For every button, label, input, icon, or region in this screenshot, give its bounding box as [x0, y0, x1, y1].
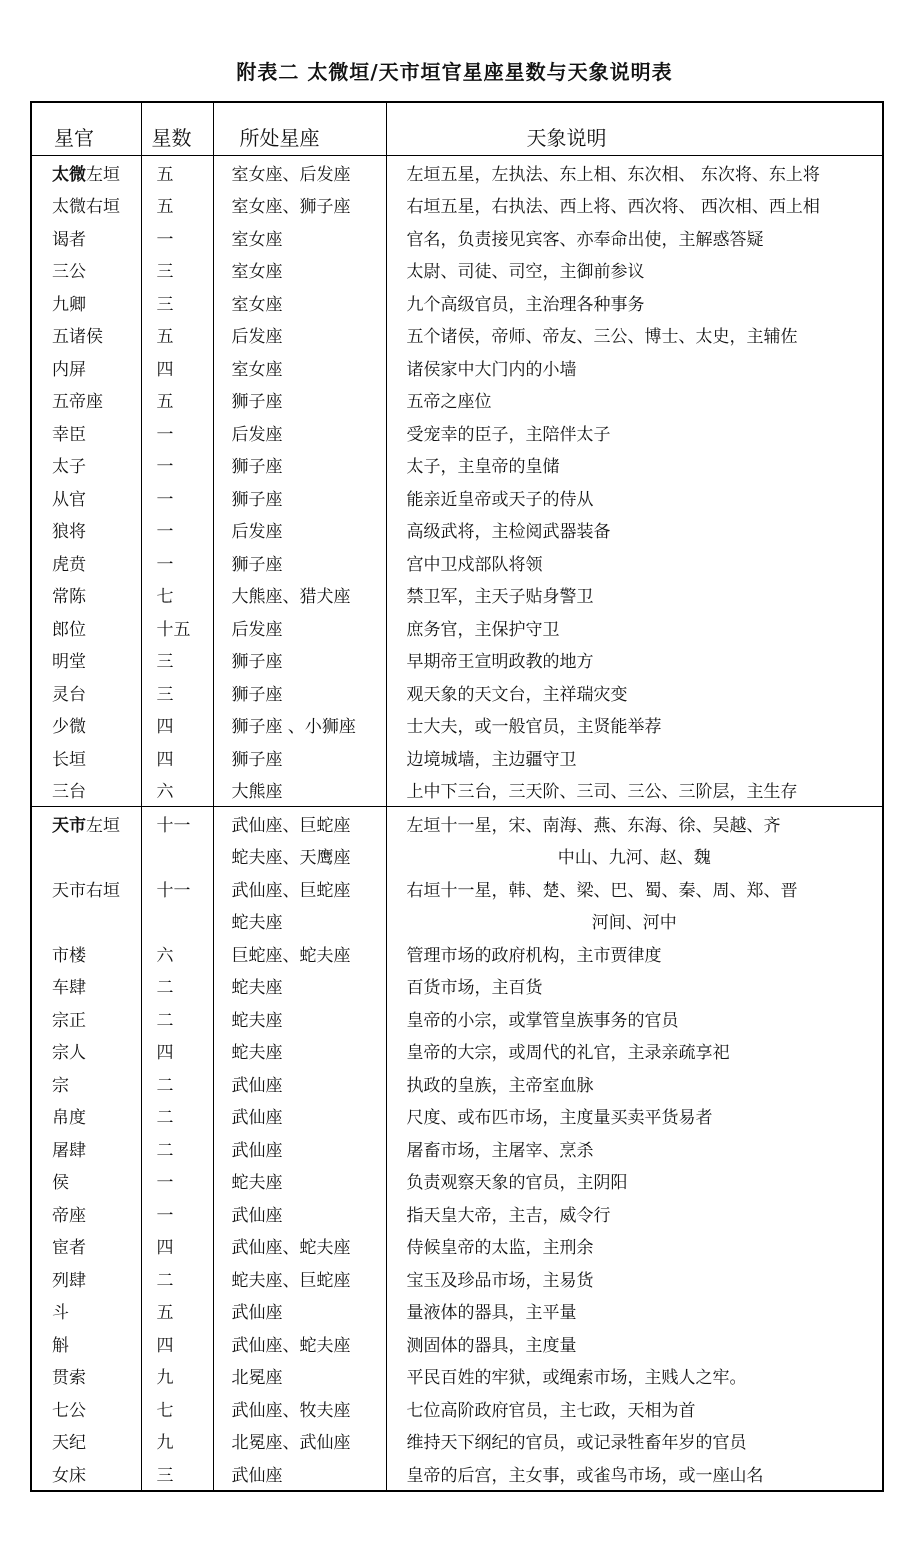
star-official-cell — [31, 840, 141, 873]
description-cell: 禁卫军，主天子贴身警卫 — [386, 579, 883, 612]
table-row — [31, 481, 883, 514]
star-official-name: 宗正 — [52, 1010, 86, 1031]
star-official-cell — [31, 319, 141, 352]
constellation-cell: 蛇夫座、巨蛇座 — [213, 1262, 386, 1295]
star-official-cell — [31, 970, 141, 1003]
page-title: 附表二 太微垣/天市垣官星座星数与天象说明表 — [236, 60, 673, 84]
star-count-cell: 四 — [141, 1327, 213, 1360]
table-row — [31, 156, 883, 189]
table-row — [31, 319, 883, 352]
star-official-name: 三台 — [52, 782, 86, 803]
table-row — [31, 384, 883, 417]
star-official-name: 郎位 — [52, 619, 86, 640]
constellation-cell: 武仙座、巨蛇座 — [213, 807, 386, 840]
star-official-cell — [31, 1002, 141, 1035]
star-official-cell — [31, 221, 141, 254]
description-cell: 官名，负责接见宾客、亦奉命出使，主解惑答疑 — [386, 221, 883, 254]
star-official-name: 斗 — [52, 1303, 69, 1324]
constellation-cell: 狮子座 — [213, 676, 386, 709]
star-official-cell — [31, 644, 141, 677]
constellation-cell: 狮子座 — [213, 644, 386, 677]
star-count-cell: 九 — [141, 1425, 213, 1458]
star-count-cell: 一 — [141, 514, 213, 547]
description-cell: 边境城墙，主边疆守卫 — [386, 741, 883, 774]
table-row — [31, 1425, 883, 1458]
constellation-cell: 蛇夫座 — [213, 970, 386, 1003]
constellation-cell: 后发座 — [213, 611, 386, 644]
star-official-cell — [31, 1360, 141, 1393]
star-official-cell — [31, 1165, 141, 1198]
table-row — [31, 1002, 883, 1035]
star-official-name: 帝座 — [52, 1205, 86, 1226]
star-official-name: 长垣 — [52, 749, 86, 770]
star-official-name: 车肆 — [52, 978, 86, 999]
description-cell: 士大夫，或一般官员，主贤能举荐 — [386, 709, 883, 742]
description-cell: 屠畜市场，主屠宰、烹杀 — [386, 1132, 883, 1165]
constellation-cell: 武仙座 — [213, 1197, 386, 1230]
star-official-cell — [31, 254, 141, 287]
description-cell: 皇帝的小宗，或掌管皇族事务的官员 — [386, 1002, 883, 1035]
star-official-cell — [31, 481, 141, 514]
star-official-name: 常陈 — [52, 587, 86, 608]
table-row — [31, 1295, 883, 1328]
star-official-cell — [31, 1327, 141, 1360]
star-official-name: 斛 — [52, 1335, 69, 1356]
description-cell: 皇帝的后宫，主女事，或雀鸟市场，或一座山名 — [386, 1457, 883, 1491]
description-cell: 宫中卫戍部队将领 — [386, 546, 883, 579]
constellation-cell: 室女座、后发座 — [213, 156, 386, 189]
constellation-cell: 武仙座 — [213, 1100, 386, 1133]
star-count-cell: 四 — [141, 709, 213, 742]
description-cell: 维持天下纲纪的官员，或记录牲畜年岁的官员 — [386, 1425, 883, 1458]
description-cell: 宝玉及珍品市场，主易货 — [386, 1262, 883, 1295]
description-cell: 百货市场，主百货 — [386, 970, 883, 1003]
constellation-cell: 狮子座 — [213, 741, 386, 774]
table-row — [31, 1165, 883, 1198]
star-count-cell: 一 — [141, 481, 213, 514]
star-count-cell: 六 — [141, 774, 213, 807]
table-row — [31, 351, 883, 384]
star-official-cell — [31, 514, 141, 547]
star-official-cell — [31, 774, 141, 807]
star-official-name: 灵台 — [52, 684, 86, 705]
constellation-cell: 室女座 — [213, 286, 386, 319]
star-official-cell — [31, 546, 141, 579]
description-cell: 负责观察天象的官员，主阴阳 — [386, 1165, 883, 1198]
star-count-cell: 一 — [141, 1165, 213, 1198]
table-row — [31, 872, 883, 905]
star-official-name: 太子 — [52, 457, 86, 478]
table-row — [31, 449, 883, 482]
table-header-row — [31, 102, 883, 156]
description-cell: 侍候皇帝的太监，主刑余 — [386, 1230, 883, 1263]
table-row — [31, 1230, 883, 1263]
description-cell: 皇帝的大宗，或周代的礼官，主录亲疏享祀 — [386, 1035, 883, 1068]
star-official-cell — [31, 807, 141, 840]
star-official-cell — [31, 579, 141, 612]
star-count-cell: 四 — [141, 1230, 213, 1263]
star-official-name: 宗 — [52, 1075, 69, 1096]
star-official-name: 九卿 — [52, 294, 86, 315]
table-body — [31, 156, 883, 1491]
description-cell: 上中下三台，三天阶、三司、三公、三阶层，主生存 — [386, 774, 883, 807]
star-count-cell: 二 — [141, 1132, 213, 1165]
star-count-cell — [141, 905, 213, 938]
star-count-cell: 七 — [141, 1392, 213, 1425]
star-count-cell: 二 — [141, 1002, 213, 1035]
star-count-cell: 五 — [141, 1295, 213, 1328]
star-official-name: 市楼 — [52, 945, 86, 966]
description-cell: 五个诸侯，帝师、帝友、三公、博士、太史，主辅佐 — [386, 319, 883, 352]
star-official-cell — [31, 611, 141, 644]
description-cell: 太尉、司徒、司空，主御前参议 — [386, 254, 883, 287]
star-official-cell — [31, 1392, 141, 1425]
star-count-cell: 二 — [141, 1262, 213, 1295]
description-cell: 左垣五星，左执法、东上相、东次相、 东次将、东上将 — [386, 156, 883, 189]
description-cell: 七位高阶政府官员，主七政，天相为首 — [386, 1392, 883, 1425]
star-official-name: 宦者 — [52, 1238, 86, 1259]
table-row — [31, 611, 883, 644]
constellation-cell: 室女座、狮子座 — [213, 189, 386, 222]
table-row — [31, 840, 883, 873]
description-cell: 早期帝王宣明政教的地方 — [386, 644, 883, 677]
constellation-cell: 蛇夫座 — [213, 905, 386, 938]
star-official-name: 七公 — [52, 1400, 86, 1421]
star-official-name: 宗人 — [52, 1043, 86, 1064]
description-cell: 诸侯家中大门内的小墙 — [386, 351, 883, 384]
star-count-cell: 五 — [141, 319, 213, 352]
description-cell: 庶务官，主保护守卫 — [386, 611, 883, 644]
table-row — [31, 1457, 883, 1491]
table-row — [31, 709, 883, 742]
description-cell: 平民百姓的牢狱，或绳索市场，主贱人之牢。 — [386, 1360, 883, 1393]
star-official-cell — [31, 416, 141, 449]
star-count-cell: 十一 — [141, 807, 213, 840]
table-row — [31, 1360, 883, 1393]
constellation-cell: 蛇夫座 — [213, 1035, 386, 1068]
star-official-cell — [31, 1035, 141, 1068]
star-official-name: 列肆 — [52, 1270, 86, 1291]
star-official-name: 虎贲 — [52, 554, 86, 575]
constellation-cell: 室女座 — [213, 351, 386, 384]
header-star-official: 星官 — [31, 102, 141, 156]
table-row — [31, 254, 883, 287]
star-count-cell: 四 — [141, 741, 213, 774]
description-cell: 指天皇大帝，主吉，威令行 — [386, 1197, 883, 1230]
table-row — [31, 1197, 883, 1230]
table-row — [31, 546, 883, 579]
constellation-cell: 蛇夫座 — [213, 1002, 386, 1035]
description-cell: 九个高级官员，主治理各种事务 — [386, 286, 883, 319]
star-official-name: 幸臣 — [52, 424, 86, 445]
star-count-cell: 三 — [141, 286, 213, 319]
star-official-cell — [31, 937, 141, 970]
constellation-cell: 武仙座、蛇夫座 — [213, 1230, 386, 1263]
constellation-cell: 狮子座 — [213, 481, 386, 514]
star-count-cell: 七 — [141, 579, 213, 612]
table-row — [31, 741, 883, 774]
description-cell: 河间、河中 — [386, 905, 883, 938]
star-count-cell: 一 — [141, 221, 213, 254]
table-row — [31, 774, 883, 807]
star-count-cell — [141, 840, 213, 873]
star-official-cell — [31, 189, 141, 222]
table-row — [31, 1067, 883, 1100]
constellation-cell: 巨蛇座、蛇夫座 — [213, 937, 386, 970]
table-row — [31, 1132, 883, 1165]
description-cell: 左垣十一星，宋、南海、燕、东海、徐、吴越、齐 — [386, 807, 883, 840]
star-count-cell: 六 — [141, 937, 213, 970]
star-official-name: 屠肆 — [52, 1140, 86, 1161]
description-cell: 管理市场的政府机构，主市贾律度 — [386, 937, 883, 970]
constellation-cell: 狮子座 — [213, 449, 386, 482]
star-official-cell — [31, 741, 141, 774]
constellation-cell: 蛇夫座、天鹰座 — [213, 840, 386, 873]
star-official-name: 侯 — [52, 1173, 69, 1194]
star-official-cell — [31, 905, 141, 938]
table-row — [31, 676, 883, 709]
star-count-cell: 一 — [141, 1197, 213, 1230]
star-official-name: 女床 — [52, 1465, 86, 1486]
star-count-cell: 十一 — [141, 872, 213, 905]
description-cell: 右垣五星，右执法、西上将、西次将、 西次相、西上相 — [386, 189, 883, 222]
star-count-cell: 一 — [141, 546, 213, 579]
constellation-cell: 室女座 — [213, 221, 386, 254]
star-official-cell — [31, 1262, 141, 1295]
constellation-cell: 后发座 — [213, 416, 386, 449]
star-official-cell — [31, 676, 141, 709]
constellation-cell: 狮子座 — [213, 384, 386, 417]
star-official-name: 五帝座 — [52, 392, 103, 413]
star-official-cell — [31, 156, 141, 189]
table-row — [31, 1100, 883, 1133]
table-row — [31, 905, 883, 938]
star-official-name: 天纪 — [52, 1433, 86, 1454]
star-official-cell — [31, 709, 141, 742]
star-official-name: 少微 — [52, 717, 86, 738]
description-cell: 太子，主皇帝的皇储 — [386, 449, 883, 482]
enclosure-prefix: 天市 — [52, 815, 86, 836]
description-cell: 高级武将，主检阅武器装备 — [386, 514, 883, 547]
star-count-cell: 十五 — [141, 611, 213, 644]
star-official-cell — [31, 286, 141, 319]
table-row — [31, 644, 883, 677]
star-official-cell — [31, 351, 141, 384]
star-count-cell: 九 — [141, 1360, 213, 1393]
constellation-cell: 蛇夫座 — [213, 1165, 386, 1198]
table-row — [31, 970, 883, 1003]
constellation-cell: 狮子座 — [213, 546, 386, 579]
constellation-cell: 武仙座 — [213, 1132, 386, 1165]
description-cell: 受宠幸的臣子，主陪伴太子 — [386, 416, 883, 449]
star-official-cell — [31, 1132, 141, 1165]
star-official-name: 贯索 — [52, 1368, 86, 1389]
star-official-cell — [31, 1457, 141, 1491]
star-official-name: 三公 — [52, 262, 86, 283]
constellation-cell: 武仙座 — [213, 1295, 386, 1328]
star-official-cell — [31, 1197, 141, 1230]
description-cell: 尺度、或布匹市场，主度量买卖平货易者 — [386, 1100, 883, 1133]
star-count-cell: 五 — [141, 189, 213, 222]
description-cell: 五帝之座位 — [386, 384, 883, 417]
constellation-cell: 武仙座、巨蛇座 — [213, 872, 386, 905]
description-cell: 观天象的天文台，主祥瑞灾变 — [386, 676, 883, 709]
description-cell: 测固体的器具，主度量 — [386, 1327, 883, 1360]
description-cell: 中山、九河、赵、魏 — [386, 840, 883, 873]
constellation-cell: 狮子座 、小狮座 — [213, 709, 386, 742]
star-official-cell — [31, 1295, 141, 1328]
table-row — [31, 1035, 883, 1068]
star-count-cell: 三 — [141, 254, 213, 287]
star-official-cell — [31, 384, 141, 417]
table-row — [31, 221, 883, 254]
star-official-cell — [31, 449, 141, 482]
star-official-name: 左垣 — [86, 164, 120, 185]
star-official-name: 从官 — [52, 489, 86, 510]
description-cell: 右垣十一星，韩、楚、梁、巴、蜀、秦、周、郑、晋 — [386, 872, 883, 905]
constellation-cell: 大熊座 — [213, 774, 386, 807]
table-row — [31, 1327, 883, 1360]
star-official-name: 明堂 — [52, 652, 86, 673]
description-cell: 能亲近皇帝或天子的侍从 — [386, 481, 883, 514]
constellation-cell: 北冕座 — [213, 1360, 386, 1393]
star-count-cell: 一 — [141, 416, 213, 449]
constellation-cell: 室女座 — [213, 254, 386, 287]
star-official-name: 谒者 — [52, 229, 86, 250]
star-count-cell: 二 — [141, 1100, 213, 1133]
star-count-cell: 三 — [141, 1457, 213, 1491]
star-count-cell: 二 — [141, 970, 213, 1003]
star-official-name: 左垣 — [86, 815, 120, 836]
star-count-cell: 四 — [141, 1035, 213, 1068]
table-row — [31, 937, 883, 970]
star-count-cell: 一 — [141, 449, 213, 482]
constellation-cell: 武仙座 — [213, 1067, 386, 1100]
star-count-cell: 四 — [141, 351, 213, 384]
enclosure-prefix: 太微 — [52, 164, 86, 185]
star-official-cell — [31, 1230, 141, 1263]
star-count-cell: 二 — [141, 1067, 213, 1100]
table-row — [31, 1392, 883, 1425]
table-row — [31, 189, 883, 222]
star-official-name: 太微右垣 — [52, 197, 120, 218]
constellation-cell: 后发座 — [213, 319, 386, 352]
star-official-cell — [31, 1425, 141, 1458]
star-official-name: 帛度 — [52, 1108, 86, 1129]
star-count-cell: 三 — [141, 676, 213, 709]
constellation-cell: 武仙座、牧夫座 — [213, 1392, 386, 1425]
constellation-cell: 武仙座、蛇夫座 — [213, 1327, 386, 1360]
table-row — [31, 1262, 883, 1295]
header-star-count: 星数 — [141, 102, 213, 156]
star-count-cell: 五 — [141, 156, 213, 189]
star-official-cell — [31, 872, 141, 905]
star-official-name: 内屏 — [52, 359, 86, 380]
constellation-cell: 大熊座、猎犬座 — [213, 579, 386, 612]
header-constellation: 所处星座 — [213, 102, 386, 156]
table-row — [31, 286, 883, 319]
header-description: 天象说明 — [386, 102, 883, 156]
constellation-cell: 后发座 — [213, 514, 386, 547]
constellation-cell: 武仙座 — [213, 1457, 386, 1491]
description-cell: 执政的皇族，主帝室血脉 — [386, 1067, 883, 1100]
description-cell: 量液体的器具，主平量 — [386, 1295, 883, 1328]
star-official-name: 狼将 — [52, 522, 86, 543]
table-row — [31, 807, 883, 840]
star-table — [30, 101, 884, 1492]
table-row — [31, 416, 883, 449]
star-official-name: 天市右垣 — [52, 880, 120, 901]
star-count-cell: 三 — [141, 644, 213, 677]
star-official-name: 五诸侯 — [52, 327, 103, 348]
star-count-cell: 五 — [141, 384, 213, 417]
table-row — [31, 514, 883, 547]
star-official-cell — [31, 1067, 141, 1100]
constellation-cell: 北冕座、武仙座 — [213, 1425, 386, 1458]
table-row — [31, 579, 883, 612]
star-official-cell — [31, 1100, 141, 1133]
